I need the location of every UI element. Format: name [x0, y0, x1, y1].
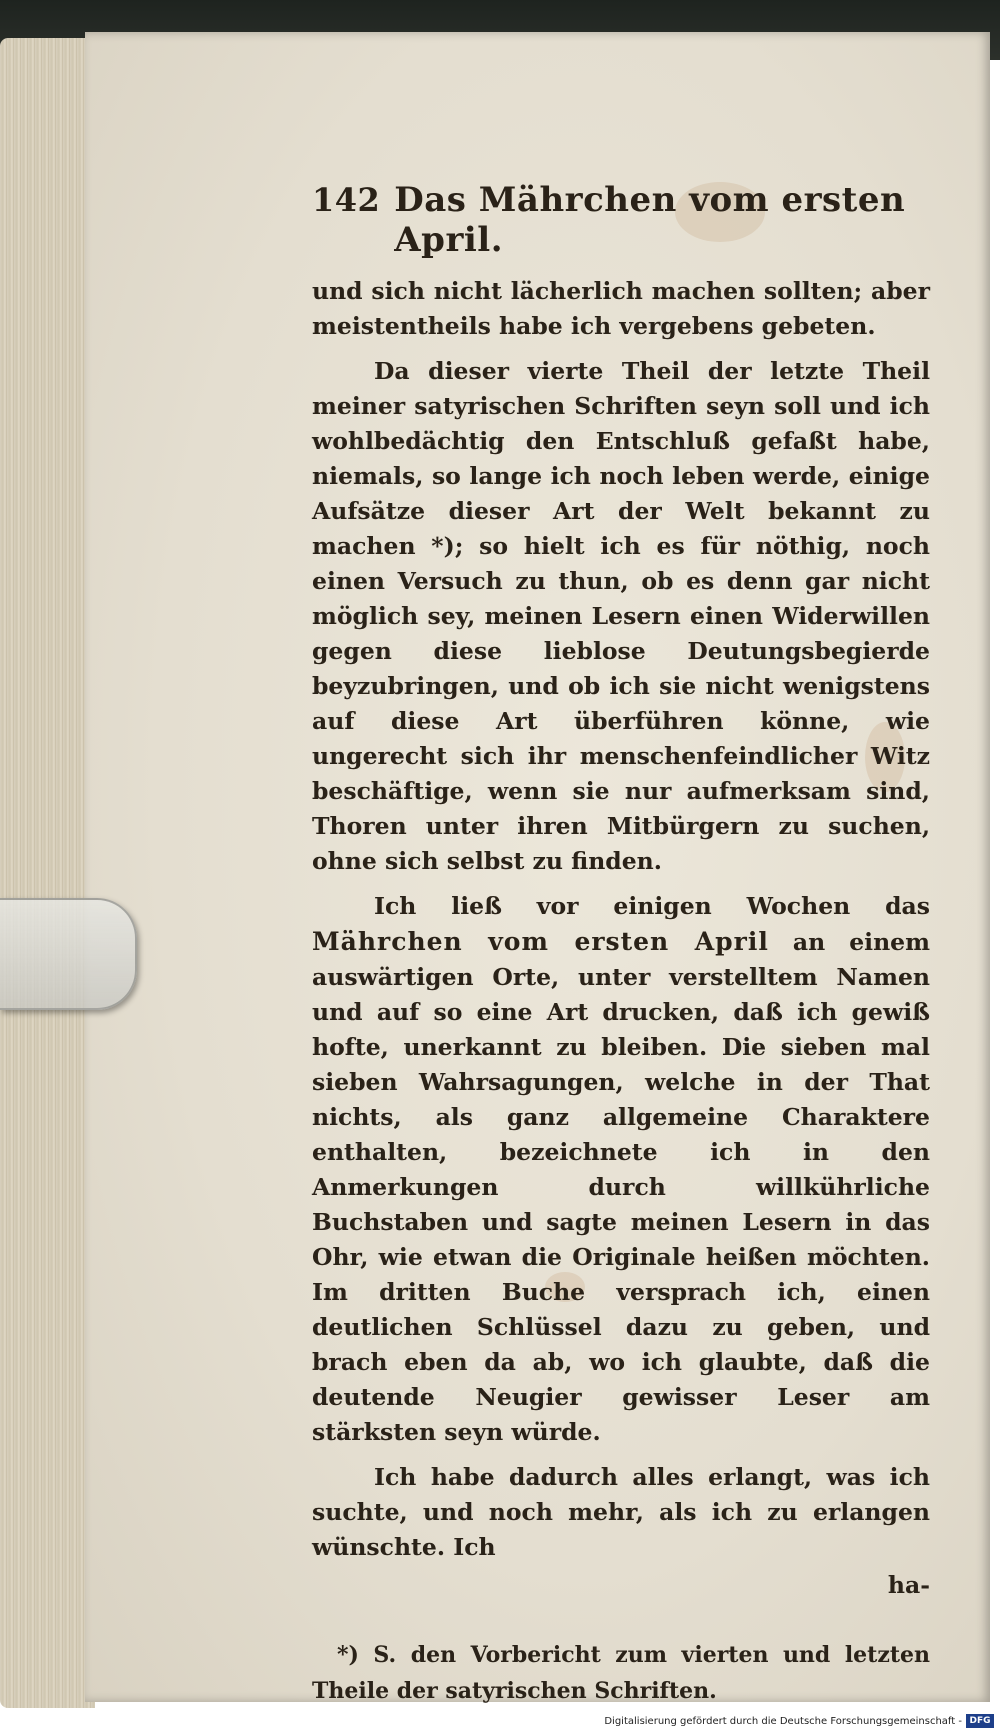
paragraph-lead: Ich ließ vor einigen Wochen das [374, 892, 930, 920]
work-title: Mährchen vom ersten April [312, 927, 769, 956]
footnote: *) S. den Vorbericht zum vierten und letzten Theile der satyrischen Schriften. [312, 1642, 930, 1704]
page-edges [0, 38, 95, 1708]
page-text [312, 180, 930, 1709]
running-head [312, 180, 930, 260]
catchword: ha- [887, 1571, 930, 1599]
paragraph: Ich habe dadurch alles erlangt, was ich suchte, und noch mehr, als ich zu erlangen wünschte. Ich [312, 1463, 930, 1561]
paragraph: und sich nicht lächerlich machen sollten; aber meistentheils habe ich vergebens gebeten. [312, 277, 930, 340]
page-number: 142 [312, 181, 381, 219]
paragraph: Da dieser vierte Theil der letzte Theil meiner satyrischen Schriften seyn soll und ich wohlbedächtig den Entschluß gefaßt habe, niemals, so lange ich noch leben werde, einige Aufsätze dieser Art der Welt bekannt zu machen *); so hielt ich es für nöthig, noch einen Versuch zu thun, ob es denn gar nicht möglich sey, meinen Lesern einen Widerwillen gegen diese lieblose Deutungsbegierde beyzubringen, und ob ich sie nicht wenigstens auf diese Art überführen könne, wie ungerecht sich ihr menschenfeindlicher Witz beschäftige, wenn sie nur aufmerksam sind, Thoren unter ihren Mitbürgern zu suchen, ohne sich selbst zu finden. [312, 357, 930, 875]
credit-text: Digitalisierung gefördert durch die Deutsche Forschungsgemeinschaft - [604, 1716, 962, 1727]
paragraph-rest: an einem auswärtigen Orte, unter verstelltem Namen und auf so eine Art drucken, daß ich gewiß hofte, unerkannt zu bleiben. Die sieben mal sieben Wahrsagungen, welche in der That nichts, als ganz allgemeine Charaktere enthalten, bezeichnete ich in den Anmerkungen durch willkührliche Buchstaben und sagte meinen Lesern in das Ohr, wie etwan die Originale heißen möchten. Im dritten Buche versprach ich, einen deutlichen Schlüssel dazu zu geben, und brach eben da ab, wo ich glaubte, daß die deutende Neugier gewisser Leser am stärksten seyn würde. [312, 928, 930, 1446]
running-title: Das Mährchen vom ersten April. [394, 180, 906, 260]
dfg-logo: DFG [966, 1714, 994, 1728]
paragraph [312, 889, 930, 1450]
page-clip [0, 898, 137, 1010]
